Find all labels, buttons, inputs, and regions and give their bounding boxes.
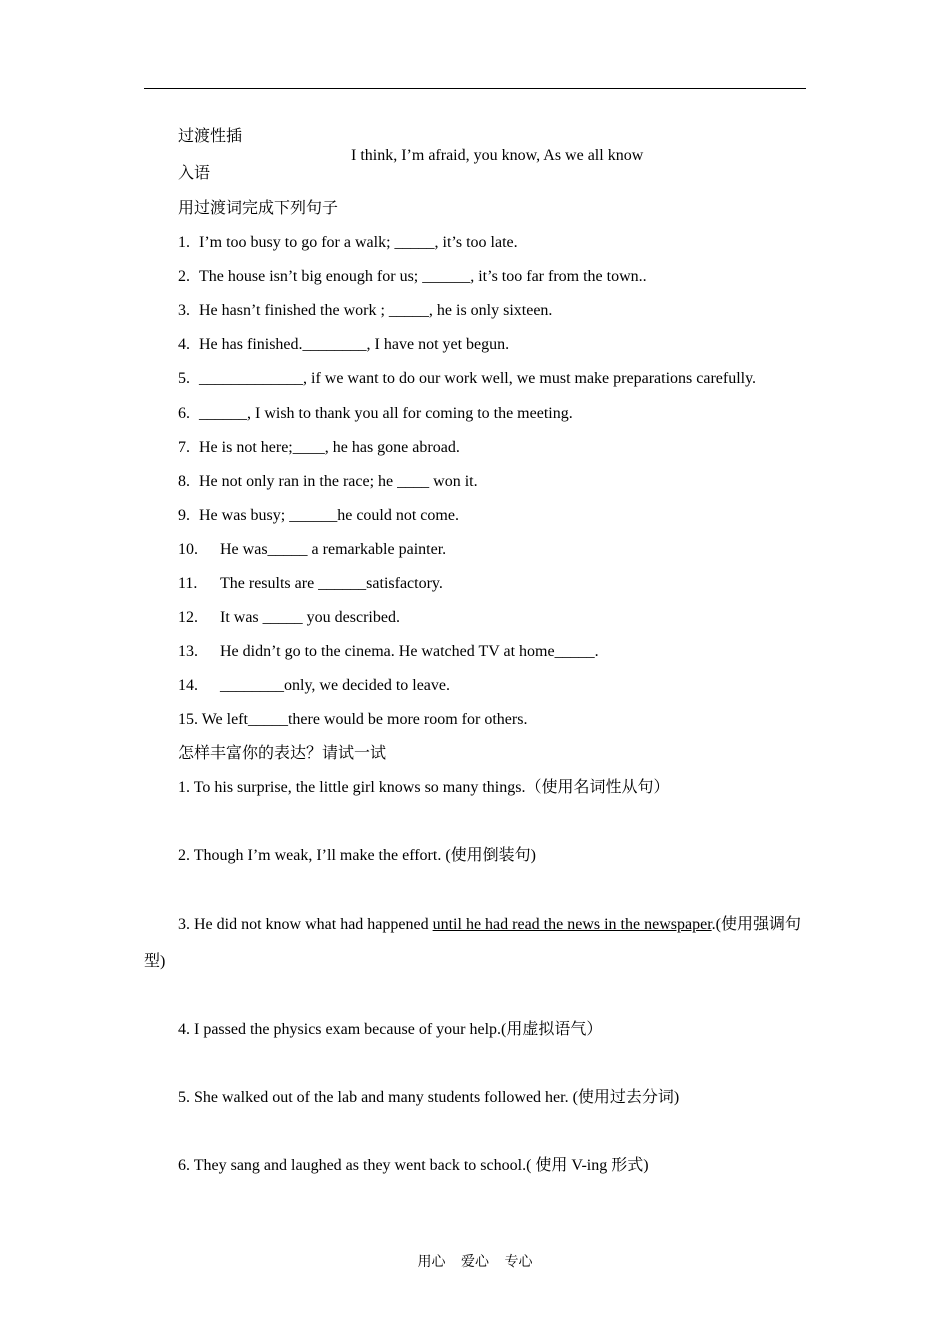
page-footer: 用心 爱心 专心 bbox=[417, 1255, 533, 1270]
exercise-item bbox=[178, 404, 573, 424]
exercise-number: 14. bbox=[178, 677, 198, 695]
exercise-item bbox=[178, 369, 756, 389]
exercise-number: 5. bbox=[178, 370, 190, 388]
exercise-text: He was_____ a remarkable painter. bbox=[220, 540, 447, 558]
exercise-item-15: 15. We left_____there would be more room for others. bbox=[178, 711, 528, 728]
header-rule bbox=[144, 88, 806, 89]
exercise-item bbox=[178, 540, 446, 560]
exercise-text: ______, I wish to thank you all for coming to the meeting. bbox=[199, 404, 573, 422]
rewrite-question-2: 2. Though I’m weak, I’ll make the effort. (使用倒装句) bbox=[178, 847, 536, 864]
exercise-text: He hasn’t finished the work ; _____, he is only sixteen. bbox=[199, 302, 553, 320]
rewrite-question-6: 6. They sang and laughed as they went back to school.( 使用 V-ing 形式) bbox=[178, 1157, 649, 1174]
exercise-item bbox=[178, 267, 647, 287]
exercise-text: The house isn’t big enough for us; ______, it’s too far from the town.. bbox=[199, 268, 647, 286]
exercise-number: 8. bbox=[178, 472, 190, 490]
exercise-number: 9. bbox=[178, 506, 190, 524]
transition-examples: I think, I’m afraid, you know, As we all know bbox=[351, 147, 644, 164]
exercise-number: 2. bbox=[178, 268, 190, 286]
section2-heading: 怎样丰富你的表达？请试一试 bbox=[178, 745, 387, 762]
exercise-item bbox=[178, 301, 552, 321]
exercise-item bbox=[178, 233, 518, 253]
exercise-item bbox=[178, 642, 599, 662]
exercise-item bbox=[178, 608, 400, 628]
transition-label-line2: 入语 bbox=[178, 165, 211, 182]
exercise-number: 7. bbox=[178, 438, 190, 456]
exercise-number: 4. bbox=[178, 336, 190, 354]
exercise-text: He has finished.________, I have not yet begun. bbox=[199, 336, 510, 354]
exercise-item bbox=[178, 335, 509, 355]
exercise-text: He not only ran in the race; he ____ won it. bbox=[199, 472, 478, 490]
exercise-text: ________only, we decided to leave. bbox=[220, 677, 451, 695]
rewrite-question-4: 4. I passed the physics exam because of your help.(用虚拟语气） bbox=[178, 1021, 603, 1038]
exercise-item bbox=[178, 676, 450, 696]
exercise-number: 12. bbox=[178, 609, 198, 627]
exercise-text: He was busy; ______he could not come. bbox=[199, 506, 459, 524]
exercise-item bbox=[178, 472, 478, 492]
transition-label-line1: 过渡性插 bbox=[178, 128, 243, 145]
exercise-text: I’m too busy to go for a walk; _____, it’s too late. bbox=[199, 234, 518, 251]
exercise-text: It was _____ you described. bbox=[220, 609, 400, 627]
q3-text-after: .(使用强调句型) bbox=[144, 916, 801, 970]
exercise-item bbox=[178, 506, 459, 526]
section1-heading: 用过渡词完成下列句子 bbox=[178, 200, 339, 217]
exercise-number: 1. bbox=[178, 234, 190, 251]
rewrite-question-3 bbox=[144, 906, 808, 980]
exercise-number: 11. bbox=[178, 575, 198, 592]
exercise-number: 10. bbox=[178, 540, 198, 558]
q3-text-before: 3. He did not know what had happened bbox=[178, 916, 433, 933]
exercise-text: _____________, if we want to do our work well, we must make preparations carefully. bbox=[199, 370, 757, 388]
exercise-text: The results are ______satisfactory. bbox=[220, 575, 443, 592]
rewrite-question-5: 5. She walked out of the lab and many students followed her. (使用过去分词) bbox=[178, 1089, 680, 1106]
exercise-item bbox=[178, 574, 443, 594]
rewrite-question-1: 1. To his surprise, the little girl knows so many things.（使用名词性从句） bbox=[178, 779, 670, 796]
exercise-text: He didn’t go to the cinema. He watched TV at home_____. bbox=[220, 643, 599, 661]
exercise-item bbox=[178, 438, 460, 458]
exercise-number: 6. bbox=[178, 404, 190, 422]
exercise-number: 13. bbox=[178, 643, 198, 661]
exercise-number: 3. bbox=[178, 302, 190, 320]
exercise-text: He is not here;____, he has gone abroad. bbox=[199, 438, 460, 456]
q3-underlined-phrase: until he had read the news in the newspaper bbox=[432, 916, 712, 933]
